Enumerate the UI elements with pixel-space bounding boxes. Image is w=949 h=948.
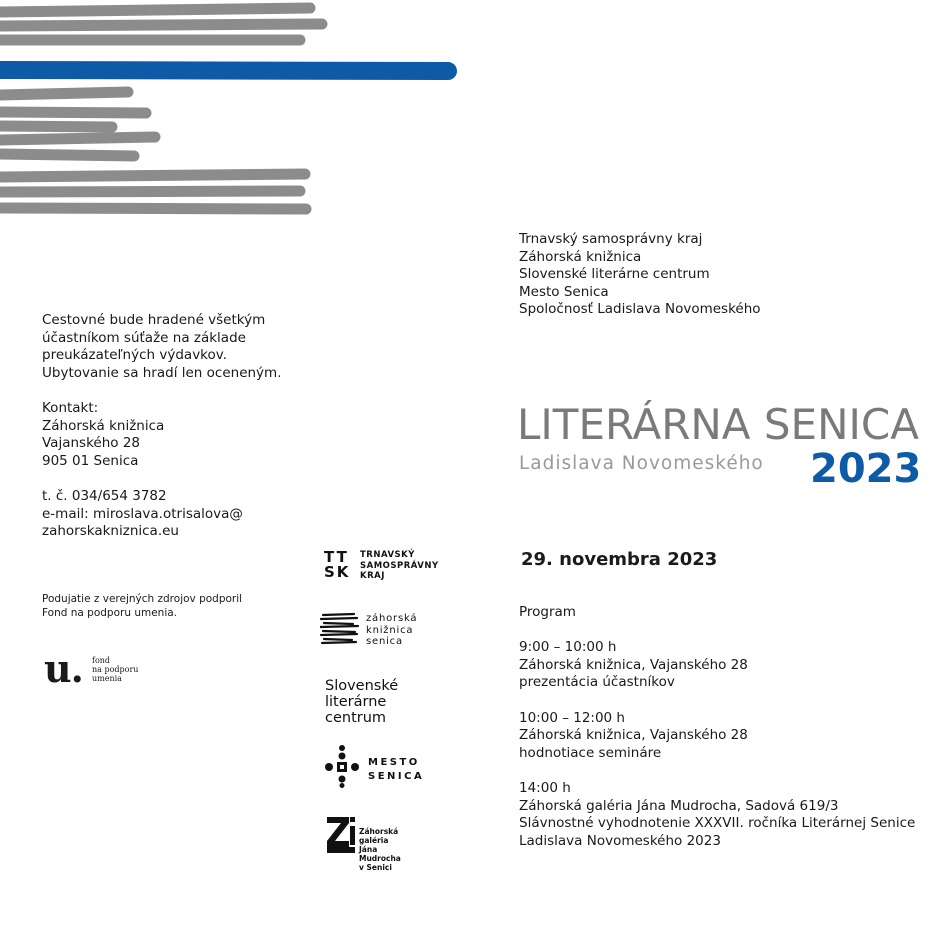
program-desc: Ladislava Novomeského 2023 (519, 832, 721, 849)
contact-label: Kontakt: (42, 399, 99, 416)
program-label: Program (519, 604, 576, 620)
decorative-brush-strokes (0, 0, 470, 230)
organizer-item: Trnavský samosprávny kraj (519, 231, 703, 247)
gallery-mark-icon (327, 817, 355, 853)
fpu-logo (44, 646, 139, 691)
email-link-continued[interactable]: zahorskakniznica.eu (42, 523, 179, 540)
travel-note-line: účastníkom súťaže na základe (42, 329, 246, 346)
program-desc: prezentácia účastníkov (519, 674, 675, 691)
address-line: Záhorská knižnica (42, 417, 165, 434)
organizer-item: Slovenské literárne centrum (519, 266, 710, 283)
ttsk-logo (324, 548, 439, 581)
program-place: Záhorská knižnica, Vajanského 28 (519, 656, 748, 673)
program-place: Záhorská galéria Jána Mudrocha, Sadová 619/3 (519, 797, 839, 814)
city-emblem-icon (324, 744, 362, 788)
organizers-list (519, 231, 761, 319)
organizer-item: Záhorská knižnica (519, 248, 642, 265)
ttsk-logo-mark: TT SK (324, 548, 351, 581)
travel-note-line: preukázateľných výdavkov. (42, 347, 228, 364)
ttsk-logo-text: TRNAVSKÝ SAMOSPRÁVNY KRAJ (360, 550, 439, 581)
event-title: LITERÁRNA SENICA (517, 400, 919, 449)
program-time: 9:00 – 10:00 h (519, 639, 617, 656)
email-link[interactable]: e-mail: miroslava.otrisalova@ (42, 505, 243, 522)
zahorska-galeria-logo-text: Záhorská galéria Jána Mudrocha v Senici (359, 827, 401, 872)
zahorska-kniznica-logo (320, 612, 418, 650)
travel-note-line: Cestovné bude hradené všetkým (42, 312, 266, 328)
support-line: Podujatie z verejných zdrojov podporil (42, 593, 243, 605)
program-time: 14:00 h (519, 779, 571, 796)
zahorska-galeria-logo (327, 817, 401, 872)
slc-logo: Slovenské literárne centrum (325, 678, 399, 726)
program-place: Záhorská knižnica, Vajanského 28 (519, 727, 748, 744)
address-line: 905 01 Senica (42, 452, 139, 469)
phone-number: t. č. 034/654 3782 (42, 487, 167, 504)
travel-note-line: Ubytovanie sa hradí len oceneným. (42, 364, 282, 381)
mesto-senica-logo (324, 744, 425, 792)
book-stack-icon (320, 612, 360, 646)
info-block (42, 312, 282, 541)
event-date: 29. novembra 2023 (521, 549, 718, 570)
event-year: 2023 (810, 446, 922, 492)
organizer-item: Mesto Senica (519, 283, 609, 300)
fpu-logo-text: fond na podporu umenia (92, 656, 139, 683)
zahorska-kniznica-logo-text: záhorská knižnica senica (366, 613, 418, 647)
organizer-item: Spoločnosť Ladislava Novomeského (519, 301, 761, 318)
address-line: Vajanského 28 (42, 435, 141, 452)
fpu-logo-mark: u. (44, 646, 83, 691)
support-line: Fond na podporu umenia. (42, 607, 178, 619)
program-section (519, 604, 915, 850)
program-desc: Slávnostné vyhodnotenie XXXVII. ročníka Literárnej Senice (519, 815, 916, 832)
support-note (42, 592, 242, 620)
event-subtitle: Ladislava Novomeského (519, 453, 764, 474)
program-time: 10:00 – 12:00 h (519, 709, 625, 726)
program-desc: hodnotiace semináre (519, 744, 662, 761)
mesto-senica-logo-text: MESTO SENICA (368, 757, 425, 782)
